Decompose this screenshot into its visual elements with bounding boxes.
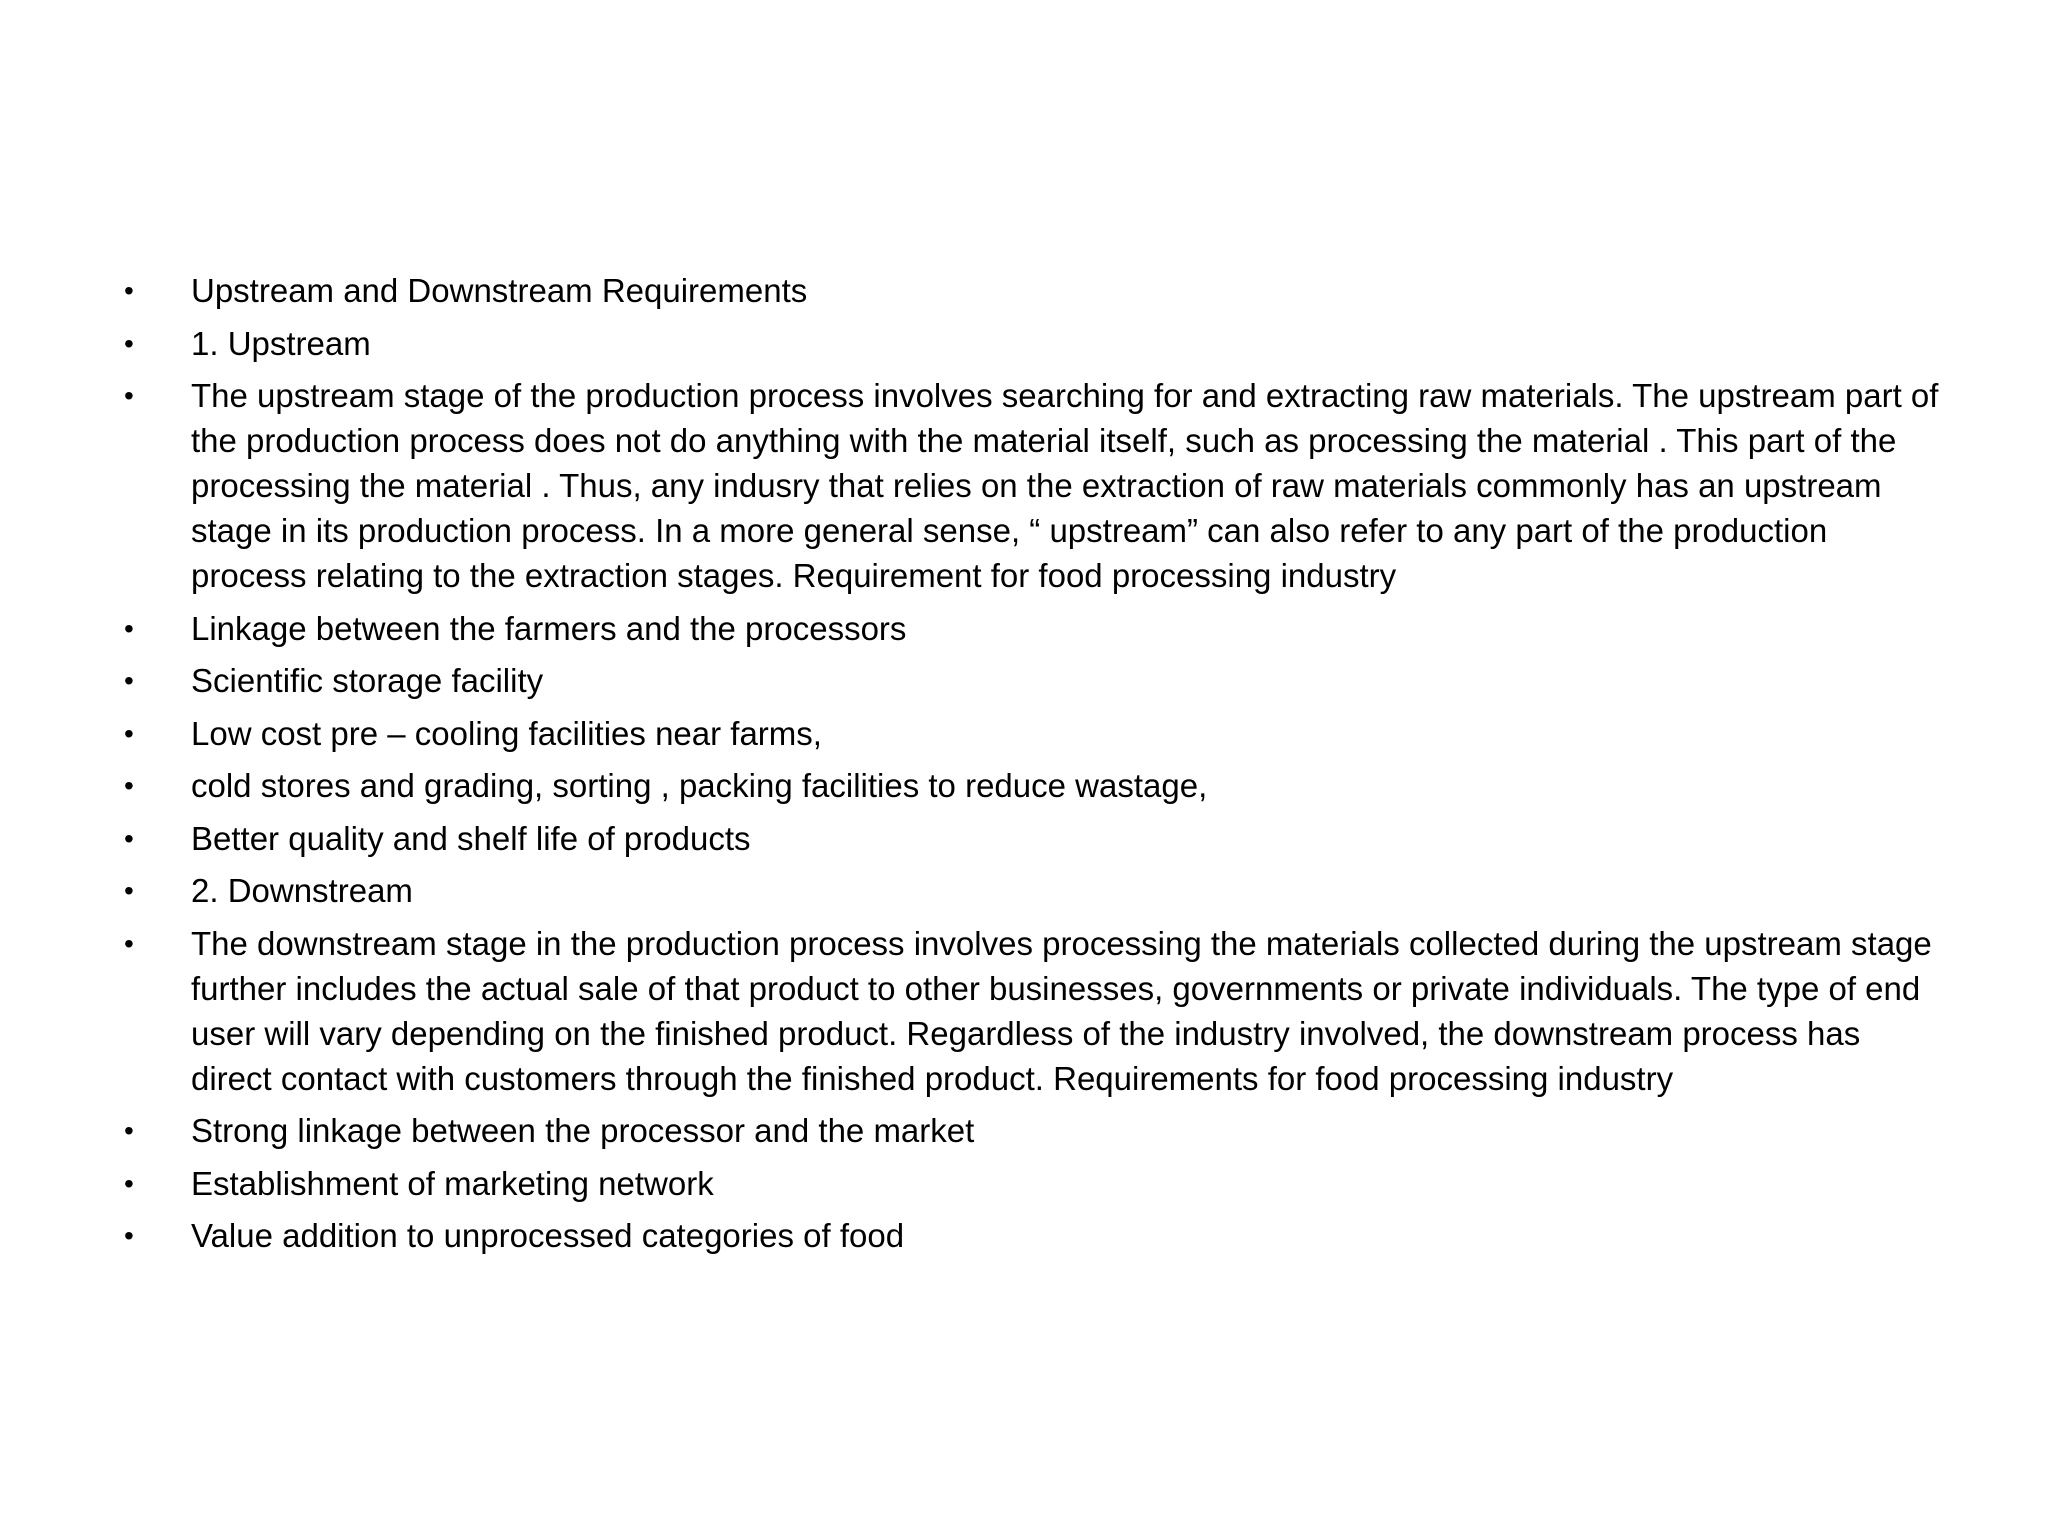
bullet-text: Value addition to unprocessed categories of food [191,1217,905,1254]
bullet-icon: • [124,927,134,959]
bullet-text: Scientific storage facility [191,662,544,699]
bullet-item-7 [118,763,1948,808]
bullet-text: Better quality and shelf life of products [191,819,751,857]
slide-body [118,268,1948,1266]
bullet-item-4 [118,606,1948,651]
bullet-item-10 [118,921,1948,1101]
bullet-icon: • [124,770,134,801]
bullet-icon: • [124,1167,134,1199]
bullet-item-11 [118,1108,1948,1153]
bullet-icon: • [124,327,134,359]
bullet-item-13 [118,1213,1948,1258]
bullet-item-3 [118,373,1948,598]
bullet-text: The downstream stage in the production process involves processing the materials collected during the upstream stage further includes the actual sale of that product to other businesses, governments or private individuals. The type of end user will vary depending on the finished product. Regardless of the industry involved, the downstream process has direct contact with customers through the finished product. Requirements for food processing industry [191,924,1932,1097]
bullet-item-8 [118,816,1948,861]
bullet-text: cold stores and grading, sorting , packing facilities to reduce wastage, [191,767,1208,804]
bullet-text: Strong linkage between the processor and the market [191,1112,975,1149]
bullet-text: Linkage between the farmers and the processors [191,609,907,647]
bullet-item-5 [118,658,1948,703]
bullet-item-12 [118,1161,1948,1206]
bullet-item-1 [118,268,1948,313]
bullet-icon: • [124,275,134,306]
bullet-item-6 [118,711,1948,756]
bullet-text: Low cost pre – cooling facilities near farms, [191,714,822,752]
bullet-icon: • [124,822,134,854]
bullet-text: Establishment of marketing network [191,1164,714,1202]
bullet-icon: • [124,1115,134,1146]
bullet-text: Upstream and Downstream Requirements [191,272,808,309]
bullet-icon: • [124,875,134,906]
bullet-item-2 [118,321,1948,366]
bullet-list [118,268,1948,1258]
bullet-icon: • [124,665,134,696]
bullet-text: 2. Downstream [191,872,413,909]
bullet-icon: • [124,380,134,411]
bullet-text: 1. Upstream [191,324,371,362]
bullet-icon: • [124,612,134,644]
bullet-icon: • [124,1220,134,1251]
bullet-text: The upstream stage of the production process involves searching for and extracting raw materials. The upstream part of the production process does not do anything with the material itself, such as processing the material . This part of the processing the material . Thus, any indusry that relies on the extraction of raw materials commonly has an upstream stage in its production process. In a more general sense, “ upstream” can also refer to any part of the production process relating to the extraction stages. Requirement for food processing industry [191,377,1939,594]
bullet-icon: • [124,717,134,749]
bullet-item-9 [118,868,1948,913]
